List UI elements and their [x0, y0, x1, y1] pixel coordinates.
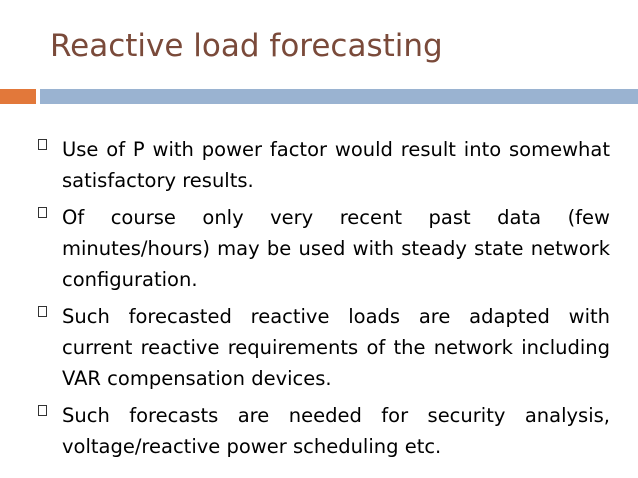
bullet-item: [36, 202, 610, 295]
bullet-item: [36, 301, 610, 394]
bullet-text: Use of P with power factor would result into somewhat satisfactory results.: [62, 138, 610, 192]
square-bullet-icon: [38, 306, 47, 317]
bullet-text: Such forecasted reactive loads are adapted with current reactive requirements of the network including VAR compensation devices.: [62, 305, 610, 390]
bullet-item: [36, 134, 610, 196]
bullet-item: [36, 400, 610, 462]
bullet-text: Such forecasts are needed for security analysis, voltage/reactive power scheduling etc.: [62, 404, 610, 458]
title-underline-bar: [40, 89, 638, 104]
title-accent-bar: [0, 89, 36, 104]
bullet-list: [36, 134, 610, 468]
square-bullet-icon: [38, 405, 47, 416]
square-bullet-icon: [38, 139, 47, 150]
square-bullet-icon: [38, 207, 47, 218]
slide-title: Reactive load forecasting: [50, 28, 443, 64]
bullet-text: Of course only very recent past data (few minutes/hours) may be used with steady state network configuration.: [62, 206, 610, 291]
